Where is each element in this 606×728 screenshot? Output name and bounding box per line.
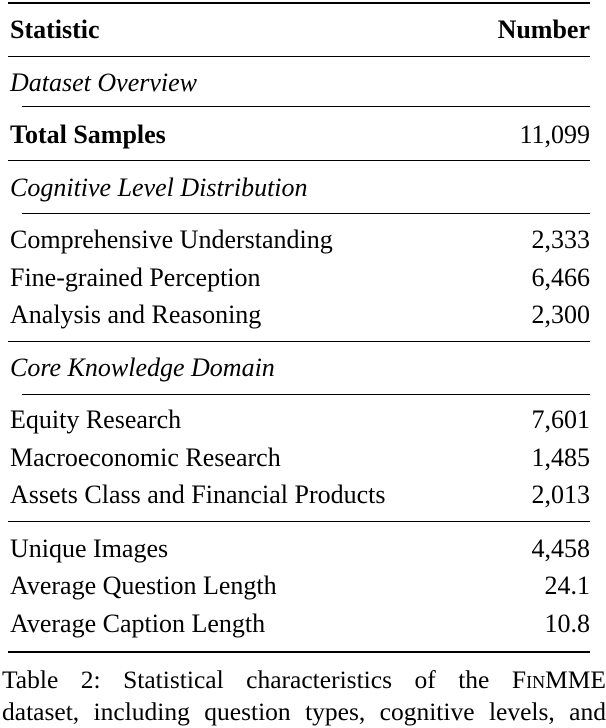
row-value: 24.1	[544, 571, 590, 600]
section-title-text: Cognitive Level Distribution	[10, 173, 308, 202]
section-rule	[22, 106, 590, 107]
section-title-text: Dataset Overview	[10, 68, 198, 97]
row-label: Average Caption Length	[10, 609, 266, 638]
divider	[8, 160, 590, 161]
header-statistic: Statistic	[10, 15, 100, 44]
row-value: 2,333	[531, 225, 590, 254]
divider	[8, 341, 590, 342]
row-value: 11,099	[519, 120, 590, 149]
table-row	[10, 533, 590, 565]
bottom-rule	[8, 651, 590, 653]
row-value: 6,466	[531, 263, 590, 292]
row-label: Unique Images	[10, 534, 169, 563]
row-value: 1,485	[531, 443, 590, 472]
header-rule	[8, 56, 590, 57]
table-row	[10, 570, 590, 602]
section-title	[10, 67, 590, 99]
row-value: 2,300	[531, 300, 590, 329]
section-title	[10, 172, 590, 204]
table-row	[10, 442, 590, 474]
section-title-text: Core Knowledge Domain	[10, 353, 275, 382]
caption-line-2: dataset, including question types, cognitive levels, and	[2, 697, 606, 726]
dataset-name: FinMME	[511, 665, 606, 694]
top-rule	[8, 2, 590, 4]
row-label: Total Samples	[10, 120, 166, 149]
table-row	[10, 299, 590, 331]
row-label: Fine-grained Perception	[10, 263, 261, 292]
caption-line-1	[2, 664, 606, 696]
table-row	[10, 608, 590, 640]
table-row	[10, 262, 590, 294]
header-number: Number	[497, 15, 590, 44]
table-caption	[2, 664, 606, 728]
row-value: 10.8	[544, 609, 590, 638]
row-label: Comprehensive Understanding	[10, 225, 333, 254]
caption-prefix: Table 2: Statistical characteristics of the	[2, 665, 490, 694]
row-label: Analysis and Reasoning	[10, 300, 262, 329]
table-row	[10, 224, 590, 256]
row-label: Average Question Length	[10, 571, 277, 600]
row-label: Equity Research	[10, 405, 182, 434]
section-rule	[22, 394, 590, 395]
table-row	[10, 479, 590, 511]
divider	[8, 521, 590, 522]
row-value: 7,601	[531, 405, 590, 434]
row-label: Assets Class and Financial Products	[10, 480, 386, 509]
table-row	[10, 119, 590, 151]
row-value: 4,458	[531, 534, 590, 563]
table-header	[10, 14, 590, 46]
row-value: 2,013	[531, 480, 590, 509]
table-row	[10, 404, 590, 436]
row-label: Macroeconomic Research	[10, 443, 281, 472]
section-title	[10, 352, 590, 384]
section-rule	[22, 213, 590, 214]
